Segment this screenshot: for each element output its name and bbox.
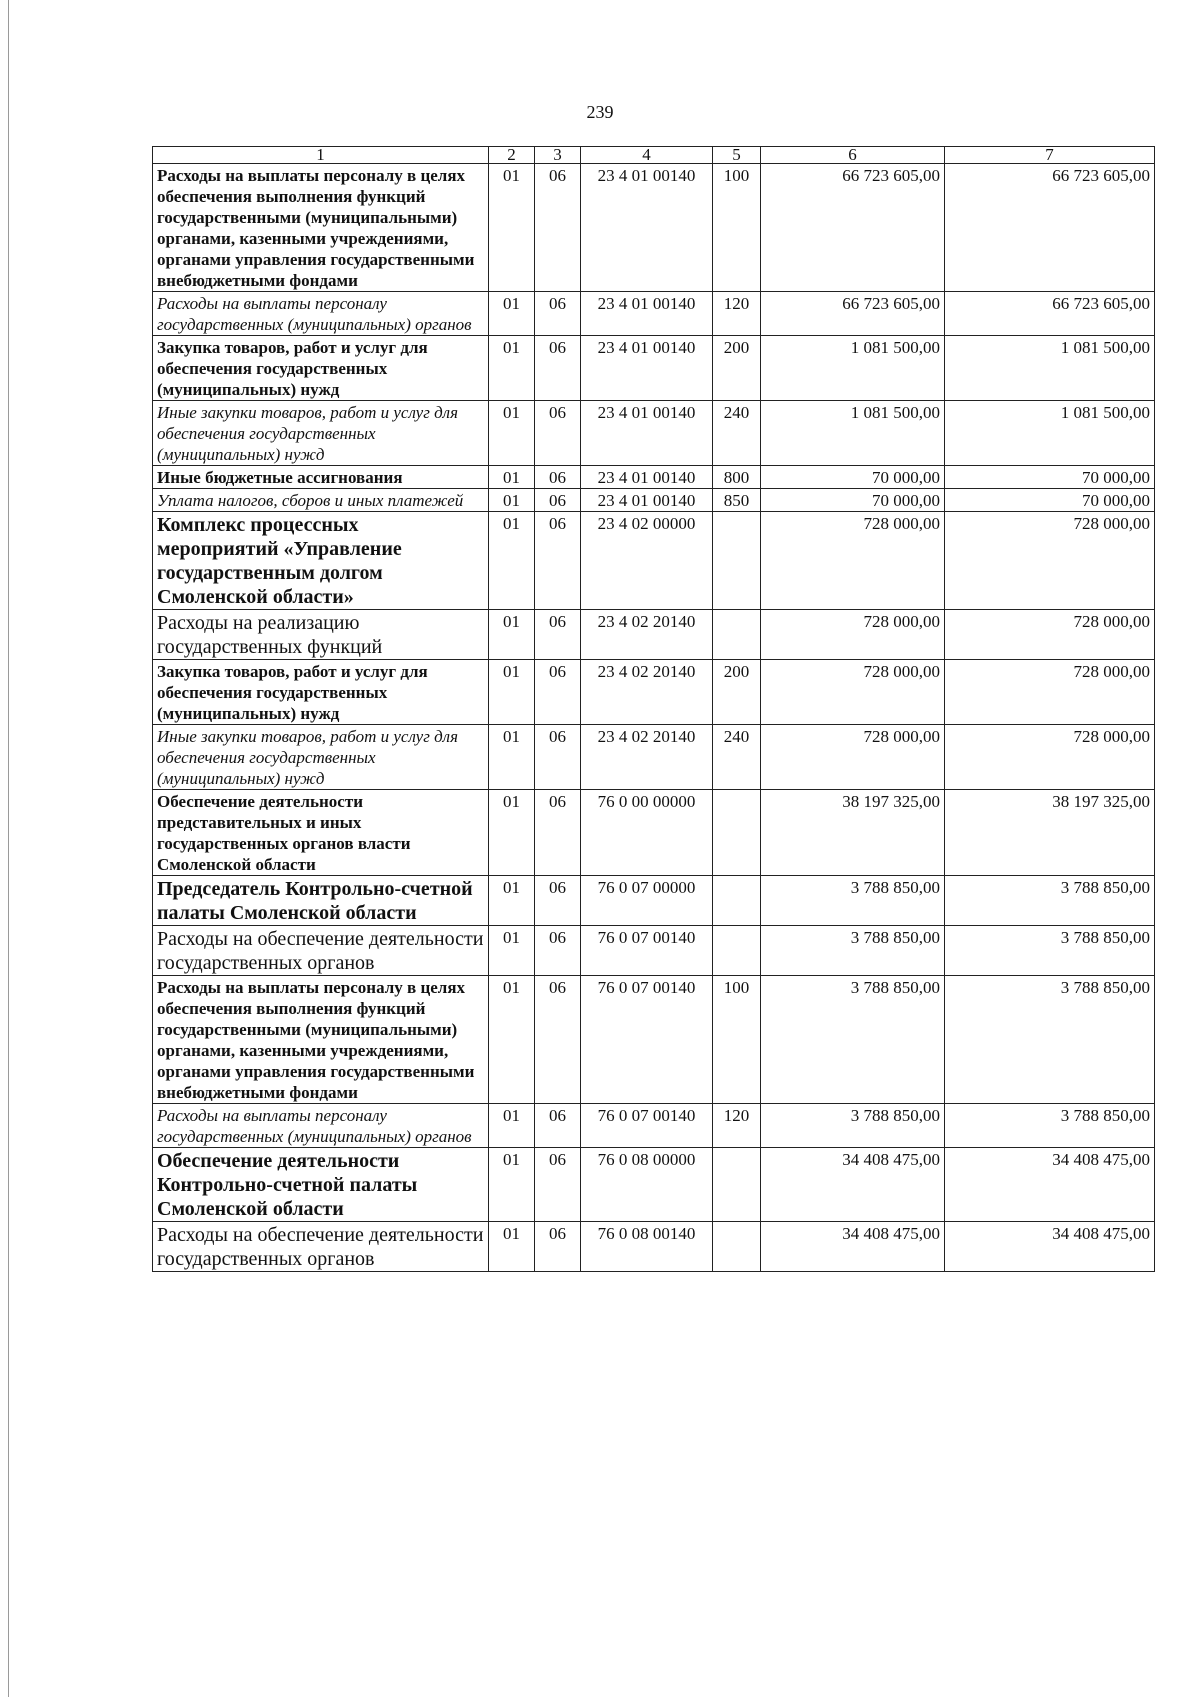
column-header: 6	[761, 147, 945, 164]
section-code: 01	[489, 489, 535, 512]
amount-col6: 66 723 605,00	[761, 292, 945, 336]
target-article-code: 76 0 07 00140	[581, 976, 713, 1104]
table-row	[153, 164, 1155, 292]
target-article-code: 76 0 07 00140	[581, 1104, 713, 1148]
amount-col6: 70 000,00	[761, 466, 945, 489]
row-name: Расходы на обеспечение деятельности государственных органов	[153, 1222, 489, 1272]
table-row	[153, 976, 1155, 1104]
subsection-code: 06	[535, 401, 581, 466]
target-article-code: 23 4 02 20140	[581, 610, 713, 660]
section-code: 01	[489, 292, 535, 336]
amount-col7: 34 408 475,00	[945, 1222, 1155, 1272]
row-name: Председатель Контрольно-счетной палаты Смоленской области	[153, 876, 489, 926]
amount-col6: 3 788 850,00	[761, 876, 945, 926]
target-article-code: 23 4 01 00140	[581, 336, 713, 401]
subsection-code: 06	[535, 1222, 581, 1272]
table-row	[153, 790, 1155, 876]
target-article-code: 23 4 01 00140	[581, 489, 713, 512]
subsection-code: 06	[535, 512, 581, 610]
scan-edge-line	[8, 0, 9, 1697]
section-code: 01	[489, 976, 535, 1104]
page-number: 239	[586, 102, 614, 122]
column-header: 7	[945, 147, 1155, 164]
table-row	[153, 512, 1155, 610]
expense-type-code: 120	[713, 292, 761, 336]
row-name: Закупка товаров, работ и услуг для обеспечения государственных (муниципальных) нужд	[153, 336, 489, 401]
table-row	[153, 926, 1155, 976]
subsection-code: 06	[535, 336, 581, 401]
section-code: 01	[489, 512, 535, 610]
row-name: Закупка товаров, работ и услуг для обеспечения государственных (муниципальных) нужд	[153, 660, 489, 725]
amount-col7: 66 723 605,00	[945, 292, 1155, 336]
target-article-code: 23 4 02 20140	[581, 660, 713, 725]
amount-col6: 66 723 605,00	[761, 164, 945, 292]
amount-col6: 70 000,00	[761, 489, 945, 512]
expense-type-code: 100	[713, 164, 761, 292]
table-row	[153, 292, 1155, 336]
column-header: 4	[581, 147, 713, 164]
amount-col6: 38 197 325,00	[761, 790, 945, 876]
budget-table	[152, 146, 1155, 1272]
subsection-code: 06	[535, 164, 581, 292]
target-article-code: 76 0 08 00140	[581, 1222, 713, 1272]
section-code: 01	[489, 926, 535, 976]
expense-type-code: 850	[713, 489, 761, 512]
table-row	[153, 876, 1155, 926]
section-code: 01	[489, 1222, 535, 1272]
row-name: Иные закупки товаров, работ и услуг для обеспечения государственных (муниципальных) нужд	[153, 725, 489, 790]
amount-col7: 728 000,00	[945, 725, 1155, 790]
section-code: 01	[489, 401, 535, 466]
table-row	[153, 489, 1155, 512]
table-row	[153, 1104, 1155, 1148]
subsection-code: 06	[535, 790, 581, 876]
section-code: 01	[489, 876, 535, 926]
expense-type-code: 100	[713, 976, 761, 1104]
amount-col7: 66 723 605,00	[945, 164, 1155, 292]
expense-type-code: 200	[713, 660, 761, 725]
row-name: Расходы на выплаты персоналу государственных (муниципальных) органов	[153, 1104, 489, 1148]
amount-col7: 70 000,00	[945, 489, 1155, 512]
amount-col7: 728 000,00	[945, 660, 1155, 725]
subsection-code: 06	[535, 725, 581, 790]
amount-col7: 1 081 500,00	[945, 336, 1155, 401]
subsection-code: 06	[535, 1148, 581, 1222]
column-header: 3	[535, 147, 581, 164]
subsection-code: 06	[535, 976, 581, 1104]
row-name: Обеспечение деятельности Контрольно-счетной палаты Смоленской области	[153, 1148, 489, 1222]
amount-col7: 728 000,00	[945, 512, 1155, 610]
amount-col6: 728 000,00	[761, 610, 945, 660]
subsection-code: 06	[535, 292, 581, 336]
amount-col7: 70 000,00	[945, 466, 1155, 489]
section-code: 01	[489, 725, 535, 790]
amount-col6: 1 081 500,00	[761, 336, 945, 401]
amount-col7: 3 788 850,00	[945, 1104, 1155, 1148]
section-code: 01	[489, 1148, 535, 1222]
section-code: 01	[489, 660, 535, 725]
subsection-code: 06	[535, 489, 581, 512]
expense-type-code: 240	[713, 725, 761, 790]
section-code: 01	[489, 336, 535, 401]
section-code: 01	[489, 1104, 535, 1148]
section-code: 01	[489, 164, 535, 292]
amount-col6: 728 000,00	[761, 725, 945, 790]
column-header: 2	[489, 147, 535, 164]
target-article-code: 23 4 02 20140	[581, 725, 713, 790]
section-code: 01	[489, 790, 535, 876]
column-header: 5	[713, 147, 761, 164]
expense-type-code: 120	[713, 1104, 761, 1148]
subsection-code: 06	[535, 466, 581, 489]
table-row	[153, 336, 1155, 401]
row-name: Обеспечение деятельности представительных и иных государственных органов власти Смоленской области	[153, 790, 489, 876]
section-code: 01	[489, 610, 535, 660]
table-row	[153, 725, 1155, 790]
amount-col6: 34 408 475,00	[761, 1148, 945, 1222]
target-article-code: 76 0 00 00000	[581, 790, 713, 876]
table-row	[153, 1148, 1155, 1222]
table-row	[153, 660, 1155, 725]
section-code: 01	[489, 466, 535, 489]
expense-type-code	[713, 1222, 761, 1272]
target-article-code: 76 0 07 00000	[581, 876, 713, 926]
row-name: Комплекс процессных мероприятий «Управление государственным долгом Смоленской области»	[153, 512, 489, 610]
subsection-code: 06	[535, 926, 581, 976]
target-article-code: 76 0 07 00140	[581, 926, 713, 976]
amount-col7: 3 788 850,00	[945, 976, 1155, 1104]
table-row	[153, 401, 1155, 466]
table-header-row	[153, 147, 1155, 164]
amount-col6: 1 081 500,00	[761, 401, 945, 466]
amount-col6: 3 788 850,00	[761, 976, 945, 1104]
subsection-code: 06	[535, 876, 581, 926]
expense-type-code	[713, 876, 761, 926]
row-name: Уплата налогов, сборов и иных платежей	[153, 489, 489, 512]
target-article-code: 23 4 01 00140	[581, 401, 713, 466]
expense-type-code: 200	[713, 336, 761, 401]
row-name: Иные закупки товаров, работ и услуг для обеспечения государственных (муниципальных) нужд	[153, 401, 489, 466]
row-name: Расходы на выплаты персоналу государственных (муниципальных) органов	[153, 292, 489, 336]
target-article-code: 23 4 01 00140	[581, 164, 713, 292]
row-name: Расходы на выплаты персоналу в целях обеспечения выполнения функций государственными (муниципальными) органами, казенными учреждениями, органами управления государственными внебюджетными фондами	[153, 976, 489, 1104]
column-header: 1	[153, 147, 489, 164]
target-article-code: 23 4 01 00140	[581, 466, 713, 489]
expense-type-code	[713, 1148, 761, 1222]
expense-type-code: 800	[713, 466, 761, 489]
amount-col7: 3 788 850,00	[945, 876, 1155, 926]
target-article-code: 76 0 08 00000	[581, 1148, 713, 1222]
table-row	[153, 466, 1155, 489]
amount-col7: 38 197 325,00	[945, 790, 1155, 876]
expense-type-code	[713, 790, 761, 876]
amount-col7: 34 408 475,00	[945, 1148, 1155, 1222]
row-name: Расходы на обеспечение деятельности государственных органов	[153, 926, 489, 976]
subsection-code: 06	[535, 1104, 581, 1148]
target-article-code: 23 4 01 00140	[581, 292, 713, 336]
row-name: Расходы на реализацию государственных функций	[153, 610, 489, 660]
amount-col7: 728 000,00	[945, 610, 1155, 660]
table-row	[153, 1222, 1155, 1272]
target-article-code: 23 4 02 00000	[581, 512, 713, 610]
expense-type-code	[713, 512, 761, 610]
expense-type-code	[713, 610, 761, 660]
amount-col7: 3 788 850,00	[945, 926, 1155, 976]
amount-col6: 3 788 850,00	[761, 926, 945, 976]
row-name: Иные бюджетные ассигнования	[153, 466, 489, 489]
amount-col6: 728 000,00	[761, 512, 945, 610]
subsection-code: 06	[535, 610, 581, 660]
row-name: Расходы на выплаты персоналу в целях обеспечения выполнения функций государственными (муниципальными) органами, казенными учреждениями, органами управления государственными внебюджетными фондами	[153, 164, 489, 292]
amount-col7: 1 081 500,00	[945, 401, 1155, 466]
amount-col6: 728 000,00	[761, 660, 945, 725]
expense-type-code: 240	[713, 401, 761, 466]
expense-type-code	[713, 926, 761, 976]
amount-col6: 3 788 850,00	[761, 1104, 945, 1148]
amount-col6: 34 408 475,00	[761, 1222, 945, 1272]
table-row	[153, 610, 1155, 660]
subsection-code: 06	[535, 660, 581, 725]
